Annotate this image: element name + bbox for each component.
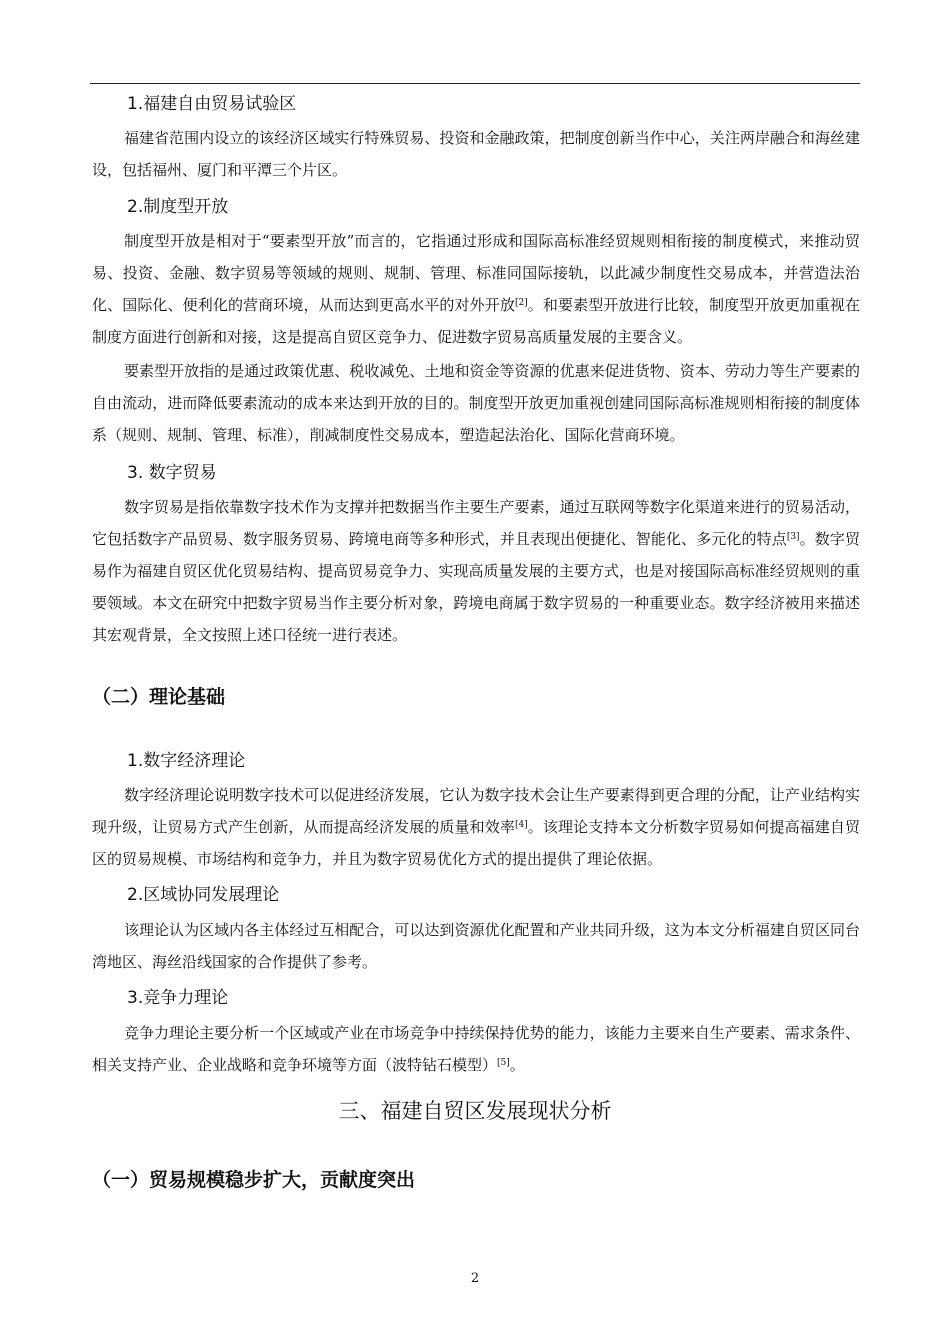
citation-ref: [2] (514, 298, 528, 308)
paragraph-competitiveness-theory (92, 1017, 860, 1081)
paragraph-text: 。该理论支持本文分析数字贸易如何提高福建自贸区的贸易规模、市场结构和竞争力，并且为数字贸易优化方式的提出提供了理论依据。 (92, 818, 860, 868)
chapter-heading: 三、福建自贸区发展现状分析 (338, 1099, 612, 1123)
paragraph-text: 福建省范围内设立的该经济区域实行特殊贸易、投资和金融政策，把制度创新当作中心，关注两岸融合和海丝建设，包括福州、厦门和平潭三个片区。 (92, 129, 860, 179)
paragraph-text: 制度型开放是相对于“要素型开放”而言的，它指通过形成和国际高标准经贸规则相衔接的制度模式，来推动贸易、投资、金融、数字贸易等领域的规则、规制、管理、标准同国际接轨，以此减少制度性交易成本，并营造法治化、国际化、便利化的营商环境，从而达到更高水平的对外开放 (92, 232, 860, 314)
heading-digital-economy-theory: 1.数字经济理论 (127, 751, 246, 771)
citation-ref: [4] (514, 820, 528, 830)
paragraph-text: 要素型开放指的是通过政策优惠、税收减免、土地和资金等资源的优惠来促进货物、资本、劳动力等生产要素的自由流动，进而降低要素流动的成本来达到开放的目的。制度型开放更加重视创建同国际高标准规则相衔接的制度体系（规则、规制、管理、标准），削减制度性交易成本，塑造起法治化、国际化营商环境。 (92, 362, 860, 444)
heading-competitiveness-theory: 3.竞争力理论 (127, 988, 229, 1008)
paragraph-text: 数字贸易是指依靠数字技术作为支撑并把数据当作主要生产要素，通过互联网等数字化渠道来进行的贸易活动，它包括数字产品贸易、数字服务贸易、跨境电商等多种形式，并且表现出便捷化、智能化、多元化的特点 (92, 498, 860, 548)
paragraph-digital-economy-theory (92, 779, 860, 875)
paragraph-text: 。数字贸易作为福建自贸区优化贸易结构、提高贸易竞争力、实现高质量发展的主要方式，也是对接国际高标准经贸规则的重要领域。本文在研究中把数字贸易当作主要分析对象，跨境电商属于数字贸易的一种重要业态。数字经济被用来描述其宏观背景，全文按照上述口径统一进行表述。 (92, 530, 860, 644)
heading-theoretical-basis: （二）理论基础 (92, 686, 226, 708)
paragraph-text: 竞争力理论主要分析一个区域或产业在市场竞争中持续保持优势的能力，该能力主要来自生产要素、需求条件、相关支持产业、企业战略和竞争环境等方面（波特钻石模型） (92, 1024, 860, 1074)
heading-institutional-opening: 2.制度型开放 (127, 197, 229, 217)
paragraph-digital-trade (92, 491, 860, 651)
paragraph-factor-opening (92, 355, 860, 451)
paragraph-fujian-ftz (92, 122, 860, 186)
paragraph-text: 。 (509, 1056, 525, 1074)
heading-digital-trade: 3. 数字贸易 (127, 463, 217, 483)
paragraph-regional-coordination-theory (92, 914, 860, 978)
citation-ref: [5] (497, 1058, 510, 1068)
page-number: 2 (470, 1271, 480, 1286)
paragraph-text: 数字经济理论说明数字技术可以促进经济发展，它认为数字技术会让生产要素得到更合理的分配，让产业结构实现升级，让贸易方式产生创新，从而提高经济发展的质量和效率 (92, 786, 860, 836)
citation-ref: [3] (786, 532, 800, 542)
paragraph-text: 该理论认为区域内各主体经过互相配合，可以达到资源优化配置和产业共同升级，这为本文分析福建自贸区同台湾地区、海丝沿线国家的合作提供了参考。 (92, 921, 860, 971)
paragraph-institutional-opening (92, 225, 860, 353)
heading-regional-coordination-theory: 2.区域协同发展理论 (127, 885, 280, 905)
heading-fujian-ftz: 1.福建自由贸易试验区 (127, 94, 297, 114)
heading-trade-scale: （一）贸易规模稳步扩大，贡献度突出 (92, 1169, 416, 1191)
paragraph-text: 。和要素型开放进行比较，制度型开放更加重视在制度方面进行创新和对接，这是提高自贸区竞争力、促进数字贸易高质量发展的主要含义。 (92, 296, 860, 346)
header-rule (90, 83, 860, 84)
